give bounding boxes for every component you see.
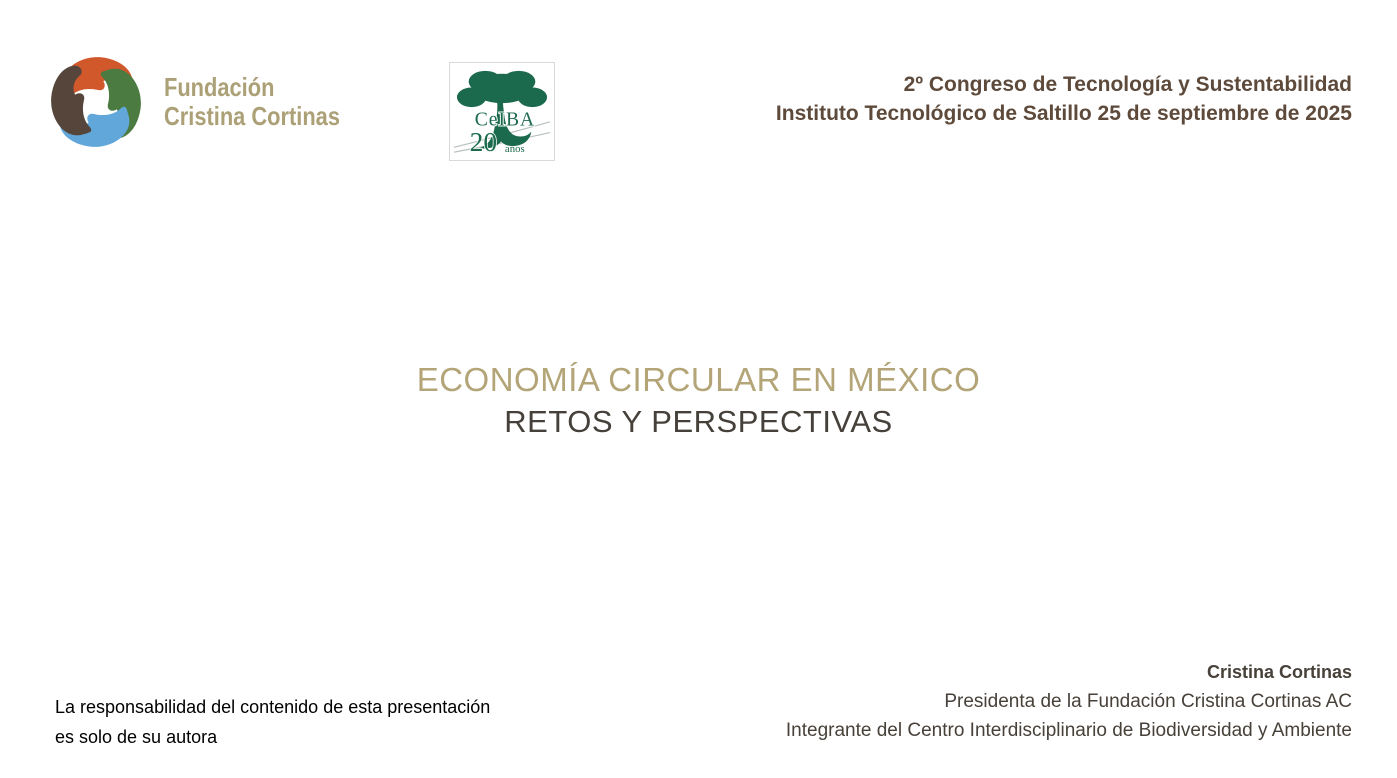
disclaimer-line1: La responsabilidad del contenido de esta presentación bbox=[55, 697, 491, 717]
ceiba-20-label: 20 bbox=[469, 127, 498, 158]
ceiba-logo bbox=[449, 62, 555, 161]
title-block bbox=[0, 361, 1397, 440]
slide-subtitle: RETOS Y PERSPECTIVAS bbox=[504, 404, 893, 439]
event-title: 2º Congreso de Tecnología y Sustentabilidad bbox=[903, 73, 1352, 96]
ceiba-acronym-label: CeIBA bbox=[474, 109, 536, 131]
author-credits bbox=[786, 658, 1352, 745]
ceiba-anos-label: años bbox=[504, 143, 525, 156]
foundation-name-line2: Cristina Cortinas bbox=[164, 101, 340, 131]
disclaimer bbox=[55, 692, 490, 752]
author-name: Cristina Cortinas bbox=[1206, 662, 1352, 682]
disclaimer-line2: es solo de su autora bbox=[55, 727, 218, 747]
ceiba-tree-icon bbox=[450, 63, 554, 160]
event-header bbox=[776, 70, 1352, 128]
foundation-hands-icon bbox=[44, 50, 148, 154]
foundation-wordmark bbox=[164, 73, 340, 131]
author-role-2: Integrante del Centro Interdisciplinario de Biodiversidad y Ambiente bbox=[785, 720, 1352, 741]
author-role-1: Presidenta de la Fundación Cristina Cortinas AC bbox=[944, 691, 1352, 712]
foundation-name-line1: Fundación bbox=[164, 72, 275, 102]
event-venue-date: Instituto Tecnológico de Saltillo 25 de septiembre de 2025 bbox=[775, 102, 1352, 125]
slide-title: ECONOMÍA CIRCULAR EN MÉXICO bbox=[416, 361, 981, 398]
